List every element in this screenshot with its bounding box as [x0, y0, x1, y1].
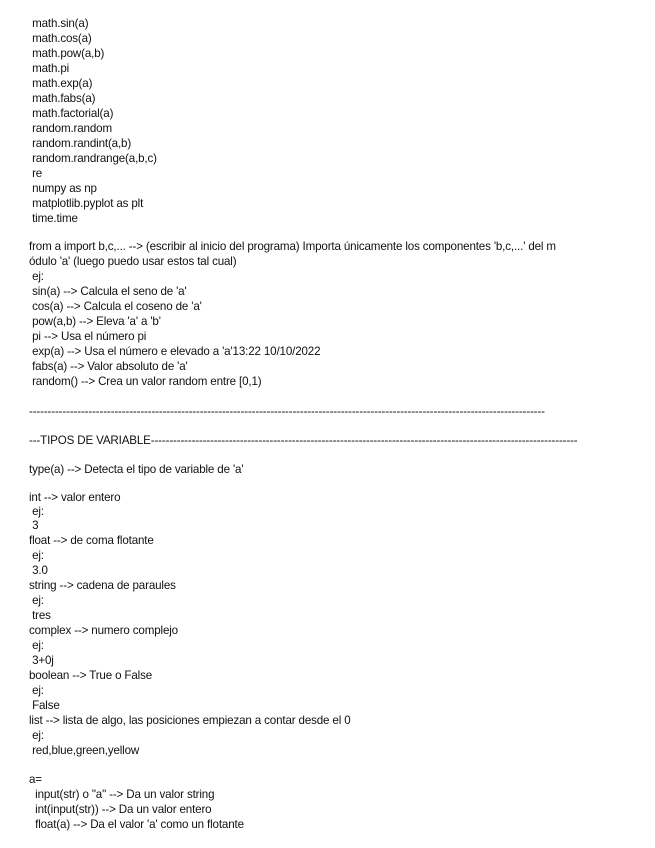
text-line: random.random — [29, 122, 112, 135]
text-line: red,blue,green,yellow — [29, 744, 140, 757]
text-line: ej: — [29, 639, 44, 652]
text-line: float(a) --> Da el valor 'a' como un flotante — [29, 818, 244, 831]
text-line: boolean --> True o False — [29, 669, 153, 682]
text-line: random.randint(a,b) — [29, 137, 132, 150]
text-line: 3 — [29, 519, 39, 532]
text-line: math.fabs(a) — [29, 92, 96, 105]
section-heading: ---TIPOS DE VARIABLE------------------------------------------------------------------------------------------------------------------- — [29, 434, 578, 447]
text-line: False — [29, 699, 60, 712]
text-line: 3.0 — [29, 564, 48, 577]
text-line: random.randrange(a,b,c) — [29, 152, 157, 165]
separator-line: ------------------------------------------------------------------------------------------------------------------------------------------- — [29, 405, 545, 418]
text-line: string --> cadena de paraules — [29, 579, 176, 592]
text-line: ej: — [29, 729, 44, 742]
text-line: ej: — [29, 505, 44, 518]
text-line: math.pow(a,b) — [29, 47, 105, 60]
text-line: math.pi — [29, 62, 70, 75]
text-line: numpy as np — [29, 182, 97, 195]
text-line: input(str) o "a" --> Da un valor string — [29, 788, 215, 801]
text-line: int(input(str)) --> Da un valor entero — [29, 803, 212, 816]
text-line: from a import b,c,... --> (escribir al inicio del programa) Importa únicamente los componentes 'b,c,...' del m — [29, 240, 556, 253]
text-line: tres — [29, 609, 51, 622]
text-line: int --> valor entero — [29, 491, 121, 504]
text-line: fabs(a) --> Valor absoluto de 'a' — [29, 360, 188, 373]
text-line: math.factorial(a) — [29, 107, 114, 120]
text-line: pi --> Usa el número pi — [29, 330, 147, 343]
text-line: math.sin(a) — [29, 17, 89, 30]
text-line: random() --> Crea un valor random entre [0,1) — [29, 375, 262, 388]
text-line: type(a) --> Detecta el tipo de variable de 'a' — [29, 463, 244, 476]
text-line: exp(a) --> Usa el número e elevado a 'a'13:22 10/10/2022 — [29, 345, 321, 358]
text-line: pow(a,b) --> Eleva 'a' a 'b' — [29, 315, 161, 328]
text-line: a= — [29, 773, 42, 786]
text-line: re — [29, 167, 43, 180]
text-line: ej: — [29, 684, 44, 697]
text-line: float --> de coma flotante — [29, 534, 154, 547]
text-line: cos(a) --> Calcula el coseno de 'a' — [29, 300, 202, 313]
text-line: complex --> numero complejo — [29, 624, 178, 637]
text-line: 3+0j — [29, 654, 54, 667]
text-line: ej: — [29, 549, 44, 562]
text-line: ej: — [29, 270, 44, 283]
text-line: ej: — [29, 594, 44, 607]
text-line: list --> lista de algo, las posiciones empiezan a contar desde el 0 — [29, 714, 351, 727]
text-line: math.cos(a) — [29, 32, 92, 45]
text-line: time.time — [29, 212, 78, 225]
text-line: sin(a) --> Calcula el seno de 'a' — [29, 285, 187, 298]
text-line: matplotlib.pyplot as plt — [29, 197, 144, 210]
text-line: math.exp(a) — [29, 77, 93, 90]
text-line: ódulo 'a' (luego puedo usar estos tal cual) — [29, 255, 237, 268]
